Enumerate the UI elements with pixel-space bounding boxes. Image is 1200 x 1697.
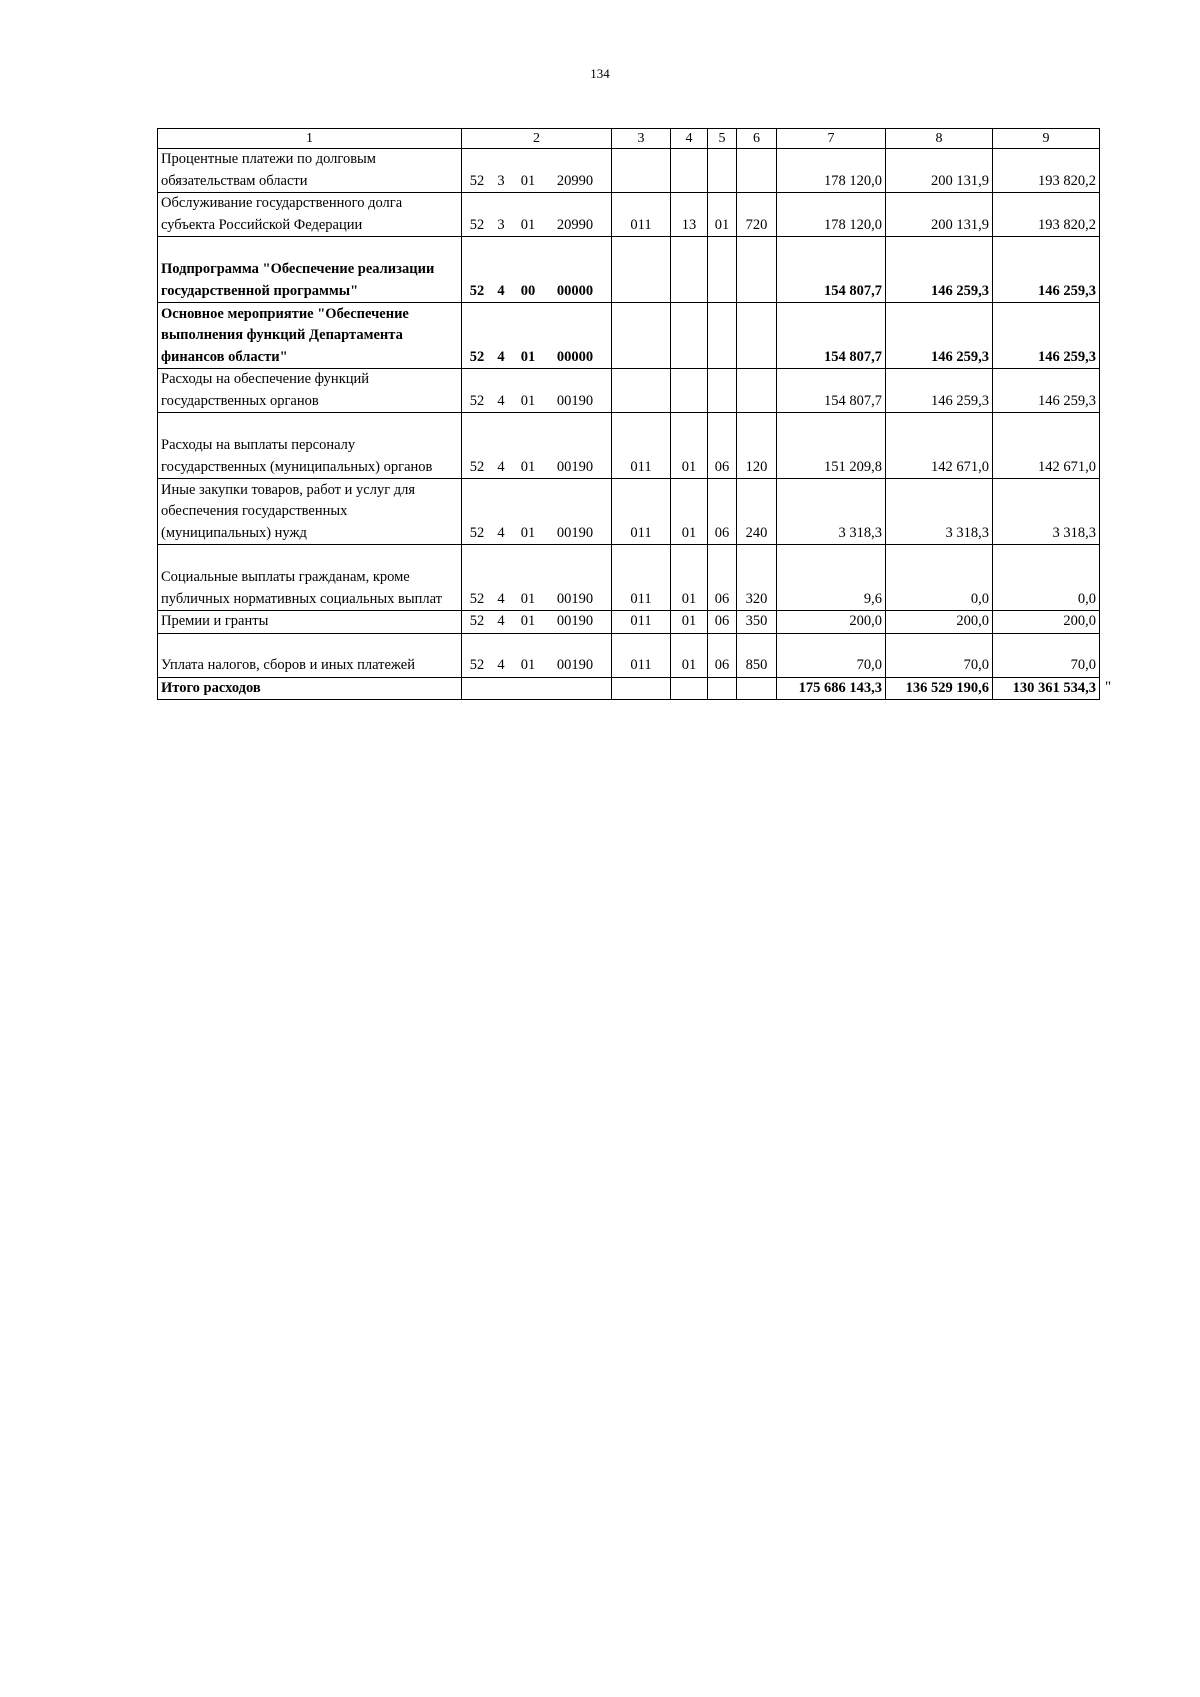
code-part: 52 xyxy=(469,613,485,629)
table-row xyxy=(158,545,1100,611)
section-code-cell: 01 xyxy=(671,633,708,677)
code-part: 00 xyxy=(520,282,536,299)
amount-col8-cell: 200,0 xyxy=(886,611,993,634)
expense-type-cell: 240 xyxy=(737,479,777,545)
code-part: 4 xyxy=(497,282,505,299)
program-code-cell xyxy=(462,479,612,545)
subsection-code-cell: 06 xyxy=(708,413,737,479)
code-part: 01 xyxy=(520,348,536,365)
ministry-code-cell: 011 xyxy=(612,413,671,479)
ministry-code-cell xyxy=(612,237,671,303)
code-part: 52 xyxy=(469,392,485,409)
code-part: 00190 xyxy=(556,657,594,673)
header-cell: 1 xyxy=(158,129,462,149)
table-row xyxy=(158,149,1100,193)
program-code-cell xyxy=(462,303,612,369)
program-code-cell xyxy=(462,149,612,193)
amount-col8-cell: 3 318,3 xyxy=(886,479,993,545)
code-part: 52 xyxy=(469,172,485,189)
code-part: 01 xyxy=(520,590,536,607)
subsection-code-cell xyxy=(708,369,737,413)
code-part: 3 xyxy=(497,172,505,189)
ministry-code-cell xyxy=(612,369,671,413)
amount-col9-cell: 193 820,2 xyxy=(993,149,1100,193)
row-name-cell: Подпрограмма "Обеспечение реализации государственной программы" xyxy=(158,237,462,303)
code-part: 52 xyxy=(469,216,485,233)
ministry-code-cell: 011 xyxy=(612,633,671,677)
total-col9-cell: 130 361 534,3 xyxy=(993,677,1100,700)
amount-col9-cell: 3 318,3 xyxy=(993,479,1100,545)
expense-type-cell: 120 xyxy=(737,413,777,479)
subsection-code-cell: 06 xyxy=(708,611,737,634)
section-code-cell: 01 xyxy=(671,611,708,634)
row-name-cell: Обслуживание государственного долга субъекта Российской Федерации xyxy=(158,193,462,237)
header-cell: 6 xyxy=(737,129,777,149)
amount-col8-cell: 0,0 xyxy=(886,545,993,611)
ministry-code-cell: 011 xyxy=(612,611,671,634)
code-part: 01 xyxy=(520,216,536,233)
code-part: 3 xyxy=(497,216,505,233)
total-col7-cell: 175 686 143,3 xyxy=(777,677,886,700)
row-name-cell: Процентные платежи по долговым обязательствам области xyxy=(158,149,462,193)
code-part: 52 xyxy=(469,348,485,365)
header-cell: 2 xyxy=(462,129,612,149)
amount-col7-cell: 9,6 xyxy=(777,545,886,611)
table-row xyxy=(158,369,1100,413)
table-row xyxy=(158,413,1100,479)
code-part: 00190 xyxy=(556,392,594,409)
page-number: 134 xyxy=(590,66,610,81)
table-row xyxy=(158,193,1100,237)
subsection-code-cell xyxy=(708,303,737,369)
total-col8-cell: 136 529 190,6 xyxy=(886,677,993,700)
section-code-cell: 01 xyxy=(671,413,708,479)
amount-col9-cell: 142 671,0 xyxy=(993,413,1100,479)
code-part: 52 xyxy=(469,590,485,607)
empty-cell xyxy=(612,677,671,700)
program-code-cell xyxy=(462,633,612,677)
section-code-cell xyxy=(671,237,708,303)
amount-col9-cell: 146 259,3 xyxy=(993,303,1100,369)
code-part: 4 xyxy=(497,657,505,673)
amount-col9-cell: 146 259,3 xyxy=(993,369,1100,413)
amount-col7-cell: 154 807,7 xyxy=(777,303,886,369)
code-part: 01 xyxy=(520,172,536,189)
code-part: 01 xyxy=(520,458,536,475)
expense-type-cell: 850 xyxy=(737,633,777,677)
table-header-row xyxy=(158,129,1100,149)
empty-cell xyxy=(462,677,612,700)
subsection-code-cell: 06 xyxy=(708,479,737,545)
amount-col8-cell: 200 131,9 xyxy=(886,193,993,237)
expense-type-cell xyxy=(737,149,777,193)
amount-col7-cell: 178 120,0 xyxy=(777,193,886,237)
program-code-cell xyxy=(462,369,612,413)
row-name-cell: Основное мероприятие "Обеспечение выполнения функций Департамента финансов области" xyxy=(158,303,462,369)
expense-type-cell xyxy=(737,237,777,303)
expense-type-cell xyxy=(737,303,777,369)
ministry-code-cell: 011 xyxy=(612,193,671,237)
expense-type-cell xyxy=(737,369,777,413)
ministry-code-cell xyxy=(612,149,671,193)
code-part: 00190 xyxy=(556,590,594,607)
table-row xyxy=(158,611,1100,634)
code-part: 4 xyxy=(497,524,505,541)
subsection-code-cell xyxy=(708,237,737,303)
amount-col9-cell: 200,0 xyxy=(993,611,1100,634)
code-part: 4 xyxy=(497,613,505,629)
total-label: Итого расходов xyxy=(158,677,462,700)
header-cell: 5 xyxy=(708,129,737,149)
code-part: 00190 xyxy=(556,524,594,541)
amount-col8-cell: 146 259,3 xyxy=(886,237,993,303)
section-code-cell xyxy=(671,369,708,413)
code-part: 20990 xyxy=(556,172,594,189)
expense-type-cell: 720 xyxy=(737,193,777,237)
subsection-code-cell: 06 xyxy=(708,633,737,677)
table-row xyxy=(158,237,1100,303)
empty-cell xyxy=(708,677,737,700)
expense-type-cell: 320 xyxy=(737,545,777,611)
code-part: 01 xyxy=(520,392,536,409)
amount-col8-cell: 70,0 xyxy=(886,633,993,677)
code-part: 01 xyxy=(520,613,536,629)
row-name-cell: Социальные выплаты гражданам, кроме публичных нормативных социальных выплат xyxy=(158,545,462,611)
section-code-cell: 13 xyxy=(671,193,708,237)
amount-col7-cell: 154 807,7 xyxy=(777,237,886,303)
code-part: 4 xyxy=(497,392,505,409)
subsection-code-cell: 06 xyxy=(708,545,737,611)
code-part: 00000 xyxy=(556,282,594,299)
header-cell: 4 xyxy=(671,129,708,149)
code-part: 00190 xyxy=(556,458,594,475)
code-part: 20990 xyxy=(556,216,594,233)
code-part: 52 xyxy=(469,458,485,475)
code-part: 01 xyxy=(520,524,536,541)
expense-type-cell: 350 xyxy=(737,611,777,634)
amount-col9-cell: 70,0 xyxy=(993,633,1100,677)
ministry-code-cell: 011 xyxy=(612,545,671,611)
table-row xyxy=(158,479,1100,545)
subsection-code-cell xyxy=(708,149,737,193)
table-body xyxy=(158,129,1100,700)
code-part: 00190 xyxy=(556,613,594,629)
table-row xyxy=(158,303,1100,369)
code-part: 52 xyxy=(469,524,485,541)
header-cell: 3 xyxy=(612,129,671,149)
amount-col9-cell: 0,0 xyxy=(993,545,1100,611)
amount-col8-cell: 146 259,3 xyxy=(886,369,993,413)
row-name-cell: Премии и гранты xyxy=(158,611,462,634)
section-code-cell xyxy=(671,149,708,193)
section-code-cell: 01 xyxy=(671,479,708,545)
code-part: 52 xyxy=(469,657,485,673)
amount-col7-cell: 178 120,0 xyxy=(777,149,886,193)
closing-quote-mark: " xyxy=(1105,679,1112,695)
code-part: 4 xyxy=(497,348,505,365)
ministry-code-cell: 011 xyxy=(612,479,671,545)
amount-col9-cell: 146 259,3 xyxy=(993,237,1100,303)
section-code-cell xyxy=(671,303,708,369)
subsection-code-cell: 01 xyxy=(708,193,737,237)
amount-col9-cell: 193 820,2 xyxy=(993,193,1100,237)
amount-col7-cell: 154 807,7 xyxy=(777,369,886,413)
amount-col7-cell: 200,0 xyxy=(777,611,886,634)
code-part: 01 xyxy=(520,657,536,673)
amount-col7-cell: 70,0 xyxy=(777,633,886,677)
amount-col8-cell: 142 671,0 xyxy=(886,413,993,479)
amount-col7-cell: 3 318,3 xyxy=(777,479,886,545)
amount-col8-cell: 146 259,3 xyxy=(886,303,993,369)
empty-cell xyxy=(737,677,777,700)
amount-col7-cell: 151 209,8 xyxy=(777,413,886,479)
table-row xyxy=(158,633,1100,677)
header-cell: 9 xyxy=(993,129,1100,149)
program-code-cell xyxy=(462,193,612,237)
amount-col8-cell: 200 131,9 xyxy=(886,149,993,193)
empty-cell xyxy=(671,677,708,700)
total-row xyxy=(158,677,1100,700)
row-name-cell: Уплата налогов, сборов и иных платежей xyxy=(158,633,462,677)
code-part: 52 xyxy=(469,282,485,299)
header-cell: 7 xyxy=(777,129,886,149)
row-name-cell: Расходы на выплаты персоналу государственных (муниципальных) органов xyxy=(158,413,462,479)
program-code-cell xyxy=(462,413,612,479)
ministry-code-cell xyxy=(612,303,671,369)
code-part: 4 xyxy=(497,590,505,607)
budget-expenses-table xyxy=(157,128,1100,700)
row-name-cell: Иные закупки товаров, работ и услуг для обеспечения государственных (муниципальных) нужд xyxy=(158,479,462,545)
header-cell: 8 xyxy=(886,129,993,149)
code-part: 00000 xyxy=(556,348,594,365)
program-code-cell xyxy=(462,545,612,611)
section-code-cell: 01 xyxy=(671,545,708,611)
row-name-cell: Расходы на обеспечение функций государственных органов xyxy=(158,369,462,413)
program-code-cell xyxy=(462,611,612,634)
code-part: 4 xyxy=(497,458,505,475)
program-code-cell xyxy=(462,237,612,303)
